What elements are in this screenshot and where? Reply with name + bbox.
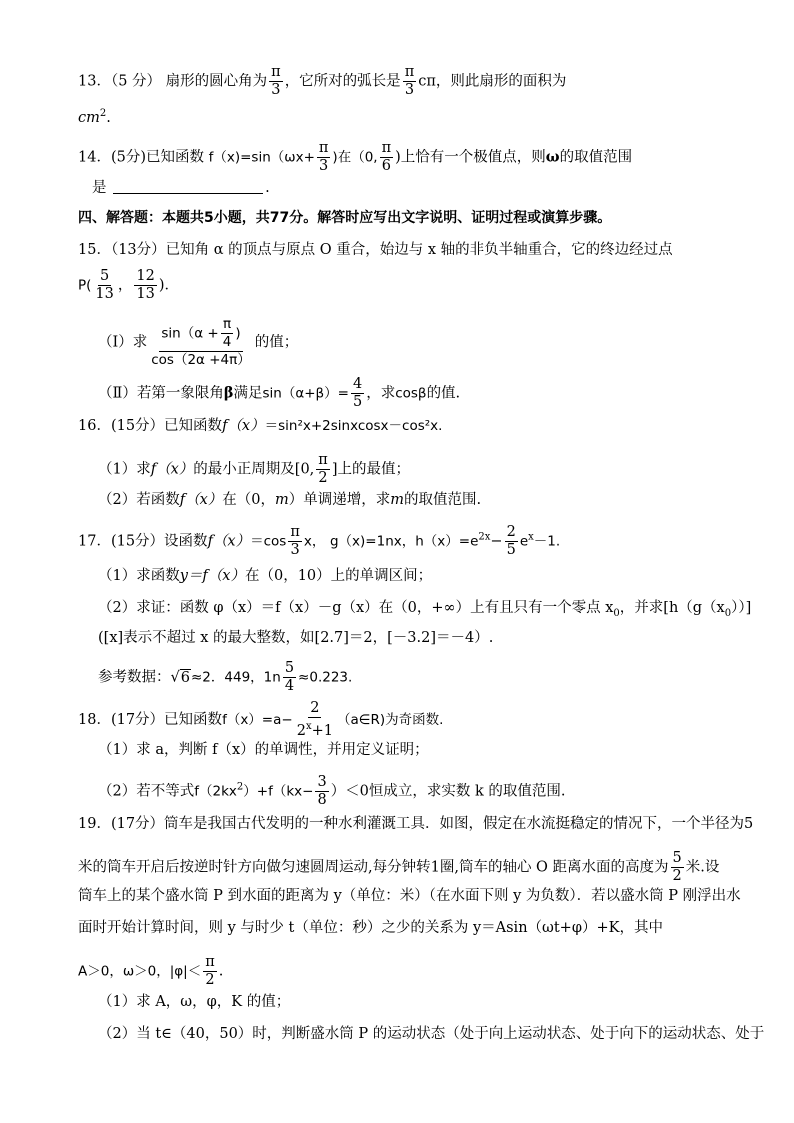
fraction — [93, 268, 115, 303]
superscript: 2 — [236, 781, 244, 793]
question-number: 14．(5分) — [78, 149, 146, 166]
formula: ≈2．449， — [190, 669, 264, 686]
q13-text-b: ，它所对的弧长是 — [284, 73, 401, 90]
numerator: π — [318, 452, 328, 468]
question-17-reference — [98, 660, 352, 695]
numerator: π — [205, 954, 215, 970]
superscript: x — [305, 721, 312, 732]
q13-text-a: 扇形的圆心角为 — [165, 73, 268, 90]
question-text: 18．(17分）已知函数 — [78, 711, 223, 728]
denominator: 2 — [672, 868, 682, 884]
formula: －1. — [533, 533, 561, 550]
question-19-part1: （1）求 A，ω，φ，K 的值； — [98, 994, 291, 1010]
fraction — [134, 268, 156, 303]
part-end: 的取值范围. — [404, 492, 482, 508]
question-18-part2 — [98, 774, 566, 809]
question-17 — [78, 524, 560, 559]
numerator: 2 — [310, 700, 320, 716]
fraction — [295, 700, 335, 740]
numerator: π — [318, 140, 329, 156]
part-end: ]上的最值； — [331, 461, 410, 478]
question-15-part2 — [98, 376, 460, 411]
function-name: f（x） — [222, 418, 265, 434]
denominator: cos（2α +4π） — [151, 352, 251, 368]
denominator: 4 — [284, 678, 295, 694]
question-text: 17．(15分）设函数 — [78, 533, 208, 550]
formula: ）+f（kx− — [243, 783, 314, 800]
fraction — [221, 316, 234, 351]
part-label: （Ⅰ）求 — [98, 334, 148, 351]
numerator — [159, 316, 242, 352]
formula: f（2kx — [194, 783, 237, 800]
fraction — [671, 850, 684, 885]
numerator: π — [222, 316, 232, 332]
formula: sin（α+β）= — [262, 385, 349, 402]
question-17-part1 — [98, 566, 432, 586]
numerator: 5 — [100, 268, 110, 284]
question-16-part1 — [98, 452, 410, 487]
omega-symbol: ω — [545, 148, 560, 166]
numerator: π — [290, 524, 300, 540]
base: 2 — [296, 722, 306, 739]
formula: ＝cos — [250, 533, 287, 550]
formula: )在（0, — [332, 149, 378, 166]
part-end: 在（0，10）上的单调区间； — [244, 568, 433, 584]
formula: e — [519, 533, 529, 550]
question-19-line2 — [78, 850, 719, 885]
denominator-end: +1 — [311, 722, 333, 739]
radicand: 6 — [180, 669, 190, 686]
formula: cosβ — [395, 385, 427, 402]
question-15-part1 — [98, 316, 298, 369]
question-18-part1: （1）求 a，判断 f（x）的单调性，并用定义证明； — [98, 742, 429, 758]
function-name: f（x） — [207, 533, 251, 550]
formula: f（x)=sin（ωx+ — [208, 149, 315, 166]
denominator: 2 — [205, 972, 215, 988]
numerator: 3 — [317, 774, 327, 790]
question-15-point — [78, 268, 179, 303]
numerator: 12 — [136, 268, 155, 284]
numerator: 5 — [284, 660, 295, 676]
part-end: 的值； — [254, 334, 299, 351]
variable: m — [390, 492, 405, 508]
denominator: 2 — [318, 470, 328, 486]
numerator-end: ) — [235, 325, 241, 342]
part-text: （1）求函数 — [98, 568, 180, 584]
denominator: 3 — [290, 542, 300, 558]
superscript: x — [528, 531, 534, 543]
interval-start: [0, — [294, 461, 315, 478]
point-end: )． — [158, 277, 179, 294]
denominator: 3 — [404, 82, 415, 98]
denominator: 3 — [271, 82, 281, 98]
formula: ＝sin²x+2sinxcosx－cos²x. — [264, 418, 443, 434]
part-text: ，并求[h（g（x — [619, 600, 725, 616]
fraction — [380, 140, 394, 175]
minus: − — [490, 533, 503, 550]
formula: f（x）=a− — [222, 711, 293, 728]
denominator: 6 — [381, 158, 391, 174]
numerator: π — [381, 140, 392, 156]
part-end: ））] — [731, 600, 752, 616]
function-name: f（x） — [179, 492, 223, 508]
part-text: 满足 — [233, 385, 263, 402]
numerator: 5 — [672, 850, 682, 866]
question-text: 米.设 — [685, 859, 720, 876]
question-text: 16．(15分）已知函数 — [78, 418, 223, 434]
fraction — [403, 64, 417, 99]
beta-symbol: β — [223, 384, 234, 402]
formula-end: . — [218, 963, 224, 980]
reference-label: 参考数据： — [98, 669, 171, 686]
fraction — [149, 316, 253, 369]
fraction — [315, 774, 328, 809]
question-14 — [78, 140, 632, 175]
unit: cm — [78, 109, 100, 126]
subscript: 0 — [724, 607, 732, 619]
question-19: 19．(17分）筒车是我国古代发明的一种水利灌溉工具．如图，假定在水流挺稳定的情况下，一个半径为5 — [78, 816, 754, 832]
subscript: 0 — [613, 607, 620, 619]
part-text: （2）求证：函数 φ（x）＝f（x）－g（x）在（0，+∞）上有且只有一个零点 x — [98, 600, 614, 616]
fraction — [505, 524, 518, 559]
part-text: ）单调递增，求 — [288, 492, 391, 508]
q13-text-c: cπ，则此扇形的面积为 — [418, 73, 567, 90]
part-text: （1）求 — [98, 461, 151, 478]
question-15: 15．（13分）已知角 α 的顶点与原点 O 重合，始边与 x 轴的非负半轴重合，它的终边经过点 — [78, 242, 673, 258]
q14-text-e: 的取值范围 — [559, 149, 633, 166]
fraction — [316, 452, 330, 487]
function-name: f（x） — [150, 461, 194, 478]
question-17-note: ([x]表示不超过 x 的最大整数，如[2.7]＝2，[－3.2]＝－4）. — [98, 630, 494, 646]
question-text: 米的筒车开启后按逆时针方向做匀速圆周运动,每分钟转1圈,筒车的轴心 O 距离水面的高度为 — [78, 859, 669, 876]
fraction — [317, 140, 331, 175]
question-18 — [78, 700, 443, 740]
formula: g（x)=1nx，h（x）=e — [329, 533, 479, 550]
denominator: 3 — [319, 158, 329, 174]
denominator: 8 — [317, 792, 327, 808]
superscript: 2 — [99, 108, 107, 119]
question-19-line3: 筒车上的某个盛水筒 P 到水面的距离为 y（单位：米）（在水面下则 y 为负数）．若以盛水筒 P 刚浮出水 — [78, 888, 741, 904]
question-19-part2: （2）当 t∈（40，50）时，判断盛水筒 P 的运动状态（处于向上运动状态、处于向下的运动状态、处于 — [98, 1026, 765, 1042]
part-text: （2）若不等式 — [98, 783, 195, 800]
numerator: π — [404, 64, 415, 80]
formula: x， — [303, 533, 326, 550]
q14-end: . — [265, 180, 270, 196]
denominator: 13 — [136, 286, 155, 302]
numerator: 2 — [506, 524, 516, 540]
part-text: ，求 — [366, 385, 396, 402]
fraction — [288, 524, 302, 559]
question-16 — [78, 416, 442, 436]
q14-text-f: 是 — [92, 180, 107, 196]
denominator: 5 — [506, 542, 516, 558]
formula: （a∈R)为奇函数. — [336, 711, 444, 728]
comma: ， — [117, 277, 133, 294]
numerator: 4 — [352, 376, 363, 392]
question-14-cont — [92, 178, 270, 198]
fraction — [283, 660, 296, 695]
question-number: 13．（5 分） — [78, 73, 162, 90]
part-text: （Ⅱ）若第一象限角 — [98, 385, 224, 402]
point-label: P( — [78, 277, 92, 294]
answer-blank — [113, 178, 263, 194]
q13-end: . — [106, 109, 111, 126]
part-end: 的值. — [426, 385, 461, 402]
function-name: y＝f（x） — [179, 568, 245, 584]
question-19-line5 — [78, 954, 223, 989]
part-text: （2）若函数 — [98, 492, 180, 508]
fraction — [351, 376, 364, 411]
superscript: 2x — [478, 531, 491, 543]
question-17-part2 — [98, 598, 751, 624]
denominator — [295, 718, 335, 740]
part-end: ）＜0恒成立，求实数 k 的取值范围. — [330, 783, 566, 800]
part-text: 的最小正周期及 — [193, 461, 295, 478]
fraction — [203, 954, 217, 989]
variable: m — [275, 492, 289, 508]
denominator: 13 — [95, 286, 114, 302]
numerator: π — [271, 64, 281, 80]
fraction — [269, 64, 283, 99]
question-19-line4: 面时开始计算时间，则 y 与时少 t（单位：秒）之少的关系为 y＝Asin（ωt+φ）+K，其中 — [78, 920, 663, 936]
q14-text-a: 已知函数 — [146, 149, 204, 166]
q14-text-d: )上恰有一个极值点，则 — [395, 149, 546, 166]
question-13-cont — [78, 104, 111, 128]
numerator-text: sin（α + — [161, 325, 219, 342]
denominator: 5 — [352, 394, 363, 410]
denominator: 4 — [222, 334, 232, 350]
formula: A＞0，ω＞0，|φ|＜ — [78, 963, 202, 980]
sqrt-symbol: √ — [170, 669, 180, 686]
question-16-part2 — [98, 490, 481, 510]
formula: ≈0.223. — [298, 669, 353, 686]
question-13 — [78, 64, 566, 99]
formula: 1n — [263, 669, 281, 686]
section-heading: 四、解答题：本题共5小题，共77分。解答时应写出文字说明、证明过程或演算步骤。 — [78, 210, 612, 226]
part-text: 在（0， — [222, 492, 276, 508]
